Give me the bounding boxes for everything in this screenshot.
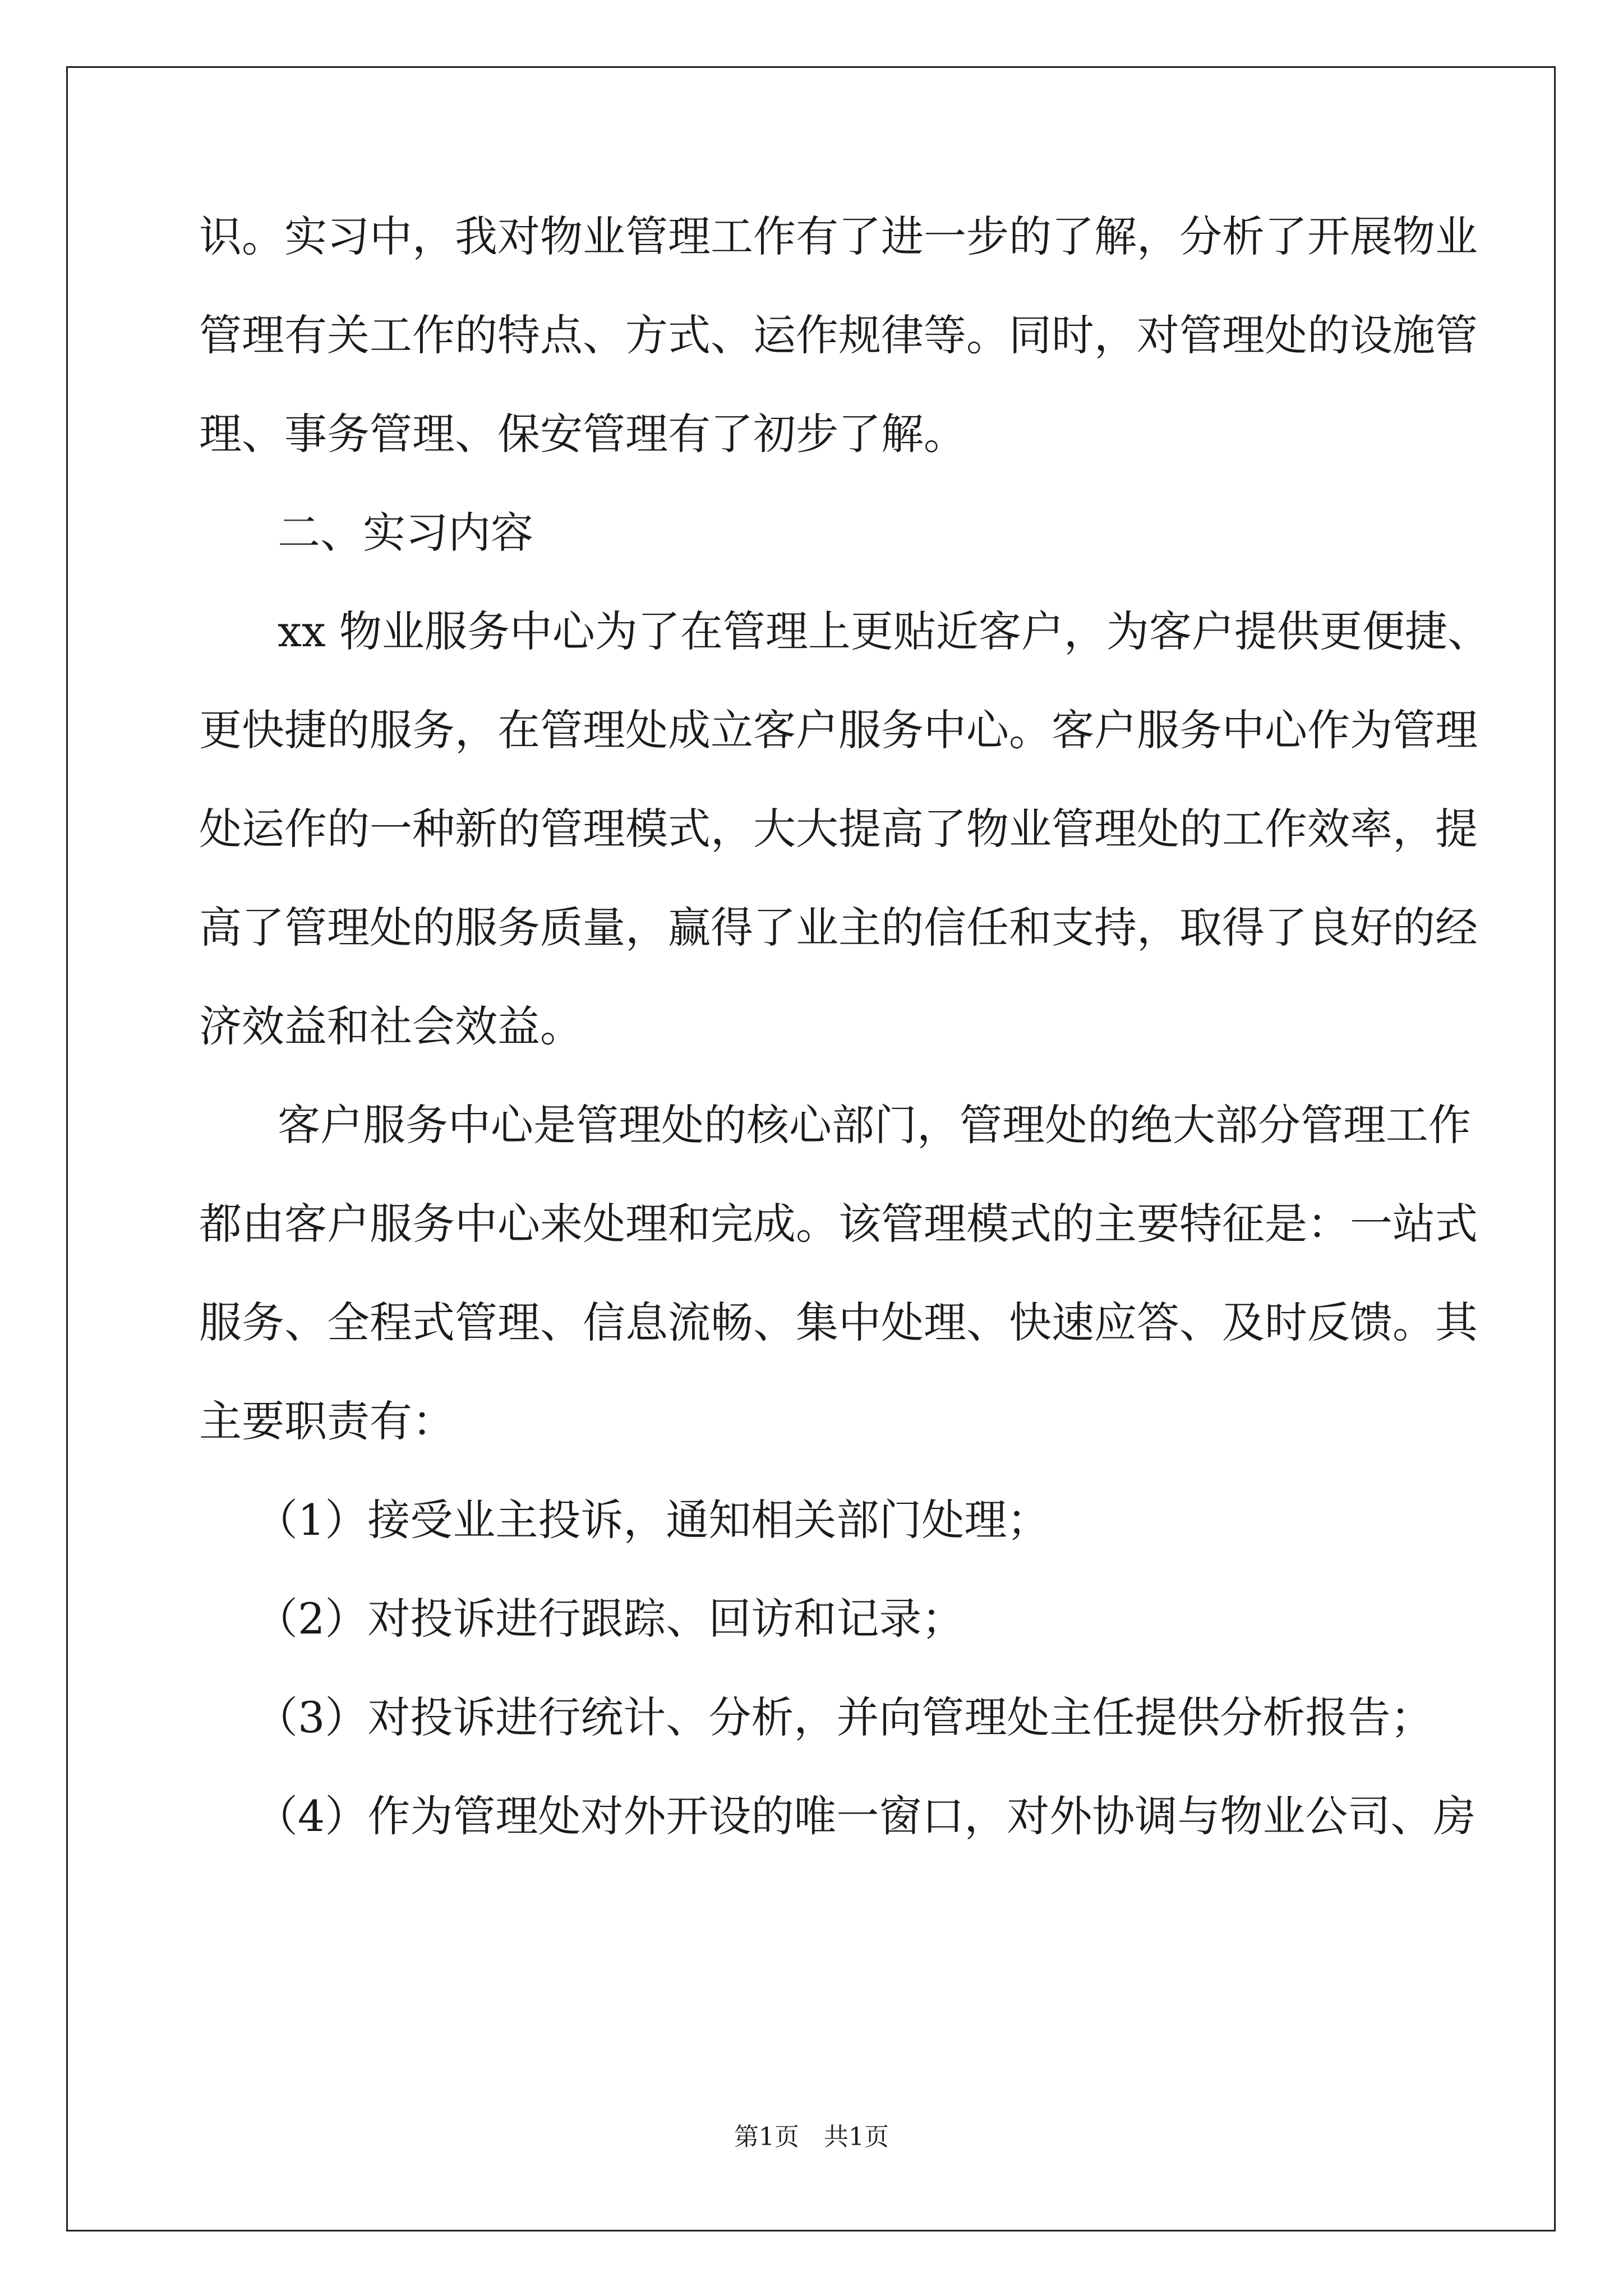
text-line: 识。实习中，我对物业管理工作有了进一步的了解，分析了开展物业 bbox=[199, 211, 1478, 261]
list-item: （4）作为管理处对外开设的唯一窗口，对外协调与物业公司、房 bbox=[255, 1791, 1476, 1841]
paragraph-start: 客户服务中心是管理处的核心部门，管理处的绝大部分管理工作 bbox=[278, 1100, 1471, 1150]
text-line: 管理有关工作的特点、方式、运作规律等。同时，对管理处的设施管 bbox=[199, 310, 1478, 360]
list-item: （2）对投诉进行跟踪、回访和记录； bbox=[255, 1594, 965, 1644]
section-heading: 二、实习内容 bbox=[278, 508, 533, 558]
text-line: 主要职责有： bbox=[199, 1396, 455, 1446]
text-line: 理、事务管理、保安管理有了初步了解。 bbox=[199, 409, 966, 459]
list-item: （1）接受业主投诉，通知相关部门处理； bbox=[255, 1495, 1050, 1545]
text-line: 服务、全程式管理、信息流畅、集中处理、快速应答、及时反馈。其 bbox=[199, 1297, 1478, 1347]
text-line: 都由客户服务中心来处理和完成。该管理模式的主要特征是：一站式 bbox=[199, 1199, 1478, 1249]
list-item: （3）对投诉进行统计、分析，并向管理处主任提供分析报告； bbox=[255, 1692, 1433, 1742]
text-line: 更快捷的服务，在管理处成立客户服务中心。客户服务中心作为管理 bbox=[199, 705, 1478, 755]
text-line: 高了管理处的服务质量，赢得了业主的信任和支持，取得了良好的经 bbox=[199, 903, 1478, 953]
text-line: 处运作的一种新的管理模式，大大提高了物业管理处的工作效率，提 bbox=[199, 804, 1478, 854]
page-footer: 第1页 共1页 bbox=[734, 2123, 889, 2151]
paragraph-start: xx 物业服务中心为了在管理上更贴近客户，为客户提供更便捷、 bbox=[278, 606, 1490, 656]
text-line: 济效益和社会效益。 bbox=[199, 1001, 583, 1051]
